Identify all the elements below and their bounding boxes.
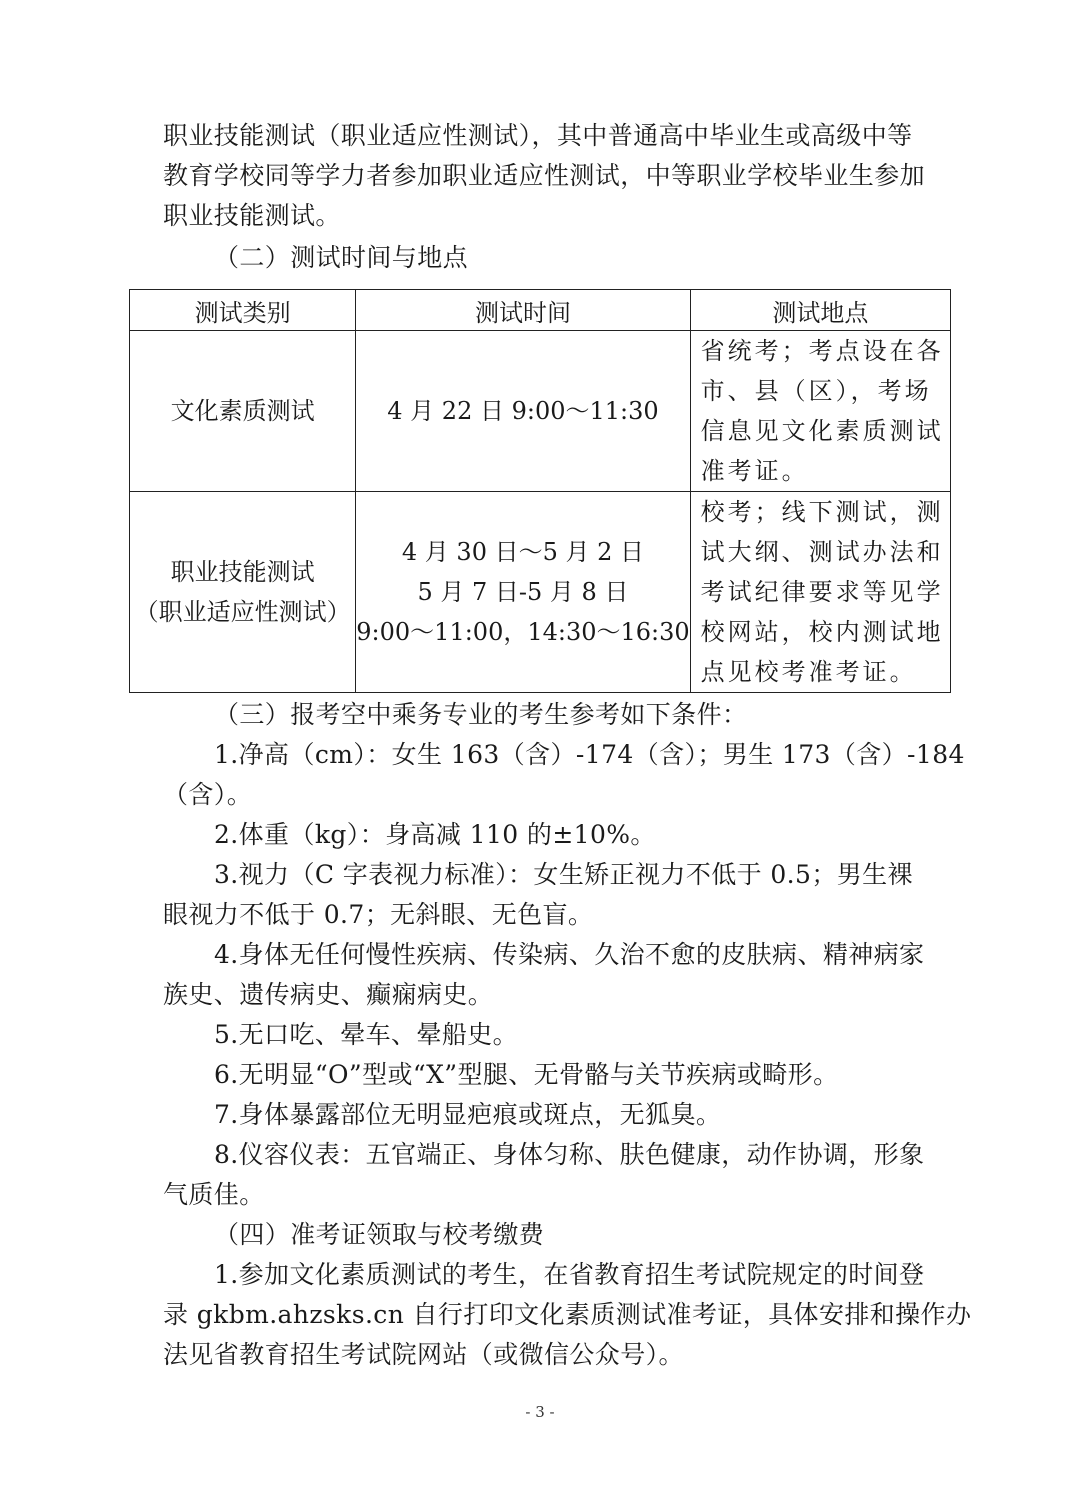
section-4-heading: （四）准考证领取与校考缴费 (214, 1220, 545, 1249)
paragraph-line: 1.参加文化素质测试的考生，在省教育招生考试院规定的时间登 (214, 1260, 925, 1289)
table-row (130, 331, 951, 492)
condition-line: 气质佳。 (163, 1180, 265, 1209)
condition-line: （含）。 (163, 780, 253, 809)
header-time: 测试时间 (356, 290, 690, 331)
cell-text: 职业技能测试 (170, 558, 315, 586)
table-row (130, 492, 951, 693)
condition-line: 7.身体暴露部位无明显疤痕或斑点，无狐臭。 (214, 1100, 722, 1129)
cell-text: 5 月 7 日-5 月 8 日 (417, 578, 629, 606)
section-2-heading: （二）测试时间与地点 (214, 243, 469, 272)
cell-text: 校网站，校内测试地 (700, 618, 944, 646)
schedule-table (129, 289, 951, 693)
cell-time (356, 331, 690, 492)
table-header-row (130, 290, 951, 331)
cell-text: 校考；线下测试，测 (700, 498, 944, 526)
cell-text: 省统考；考点设在各 (700, 337, 944, 365)
condition-line: 6.无明显“O”型或“X”型腿、无骨骼与关节疾病或畸形。 (214, 1060, 839, 1089)
cell-text: 点见校考准考证。 (700, 658, 917, 686)
intro-line-1: 职业技能测试（职业适应性测试），其中普通高中毕业生或高级中等 (163, 121, 913, 150)
condition-line: 眼视力不低于 0.7；无斜眼、无色盲。 (163, 900, 594, 929)
intro-line-3: 职业技能测试。 (163, 201, 341, 230)
header-category: 测试类别 (130, 290, 356, 331)
section-3-heading: （三）报考空中乘务专业的考生参考如下条件： (214, 700, 748, 729)
condition-line: 4.身体无任何慢性疾病、传染病、久治不愈的皮肤病、精神病家 (214, 940, 925, 969)
cell-category (130, 492, 356, 693)
cell-text: 文化素质测试 (170, 397, 315, 425)
cell-text: 9:00～11:00，14:30～16:30 (356, 618, 690, 646)
cell-text: 试大纲、测试办法和 (700, 538, 944, 566)
cell-text: （职业适应性测试） (134, 598, 351, 626)
condition-line: 2.体重（kg）：身高减 110 的±10%。 (214, 820, 656, 849)
cell-location (690, 492, 950, 693)
cell-text: 市、县（区），考场 (700, 377, 932, 405)
cell-text: 信息见文化素质测试 (700, 417, 944, 445)
condition-line: 5.无口吃、晕车、晕船史。 (214, 1020, 519, 1049)
paragraph-line: 录 gkbm.ahzsks.cn 自行打印文化素质测试准考证，具体安排和操作办 (163, 1300, 972, 1329)
header-location: 测试地点 (690, 290, 950, 331)
condition-line: 8.仪容仪表：五官端正、身体匀称、肤色健康，动作协调，形象 (214, 1140, 925, 1169)
paragraph-line: 法见省教育招生考试院网站（或微信公众号）。 (163, 1340, 684, 1369)
intro-line-2: 教育学校同等学力者参加职业适应性测试，中等职业学校毕业生参加 (163, 161, 926, 190)
cell-text: 4 月 22 日 9:00～11:30 (387, 397, 659, 425)
cell-location (690, 331, 950, 492)
cell-category (130, 331, 356, 492)
cell-text: 准考证。 (700, 457, 809, 485)
condition-line: 族史、遗传病史、癫痫病史。 (163, 980, 494, 1009)
cell-text: 4 月 30 日～5 月 2 日 (401, 538, 645, 566)
page-number: - 3 - (525, 1403, 555, 1421)
condition-line: 3.视力（C 字表视力标准）：女生矫正视力不低于 0.5；男生裸 (214, 860, 913, 889)
condition-line: 1.净高（cm）：女生 163（含）-174（含）；男生 173（含）-184 (214, 740, 965, 769)
cell-text: 考试纪律要求等见学 (700, 578, 944, 606)
cell-time (356, 492, 690, 693)
